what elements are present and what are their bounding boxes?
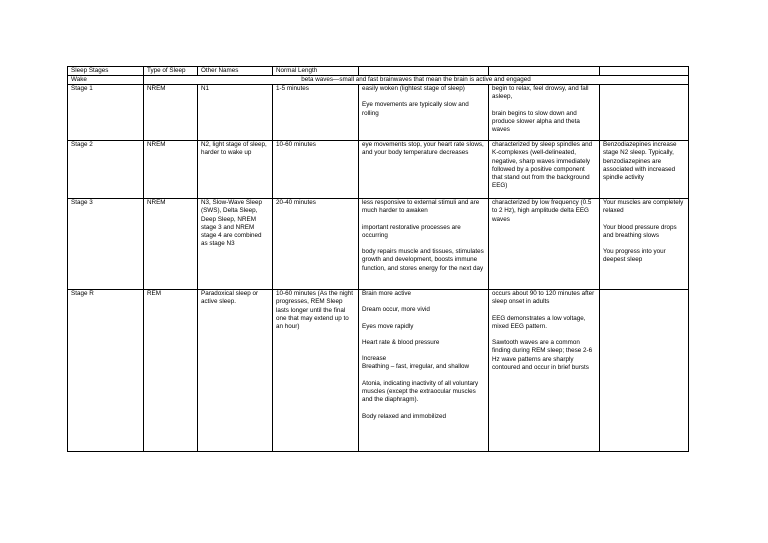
paragraph: 1-5 minutes: [276, 85, 309, 92]
header-cell: Type of Sleep: [144, 67, 198, 76]
paragraph: Breathing – fast, irregular, and shallow: [362, 363, 470, 371]
paragraph: N2, light stage of sleep, harder to wake up: [201, 141, 267, 157]
other-names-cell: [198, 199, 273, 290]
paragraph-gap: [603, 240, 685, 248]
paragraph-gap: [492, 102, 596, 110]
type-cell: NREM: [144, 85, 198, 141]
paragraph-gap: [362, 240, 485, 248]
stage-cell: Stage 2: [68, 141, 144, 199]
notes-cell: [600, 199, 689, 290]
other-names-cell: [198, 290, 273, 452]
paragraph: 10-60 minutes (As the night progresses, REM Sleep lasts longer until the final one that may extend up to an hour): [276, 290, 354, 331]
type-cell: REM: [144, 290, 198, 452]
stage-cell: Stage 1: [68, 85, 144, 141]
sleep-stages-table: [67, 66, 689, 452]
table-row: [68, 141, 689, 199]
stage-cell: Wake: [68, 76, 144, 85]
body-effects-cell: [359, 199, 489, 290]
normal-length-cell: [273, 290, 359, 452]
notes-cell: [600, 141, 689, 199]
normal-length-cell: [273, 199, 359, 290]
paragraph-gap: [492, 331, 596, 339]
paragraph-gap: [603, 216, 685, 224]
paragraph-gap: [362, 298, 485, 306]
paragraph: important restorative processes are occurring: [362, 223, 461, 239]
paragraph: You progress into your deepest sleep: [603, 248, 666, 264]
paragraph-gap: [362, 331, 485, 339]
header-cell: Normal Length: [273, 67, 359, 76]
paragraph: brain begins to slow down and produce slower alpha and theta waves: [492, 109, 580, 134]
paragraph: Eye movements are typically slow and rolling: [362, 101, 469, 117]
header-row: [68, 67, 689, 76]
normal-length-cell: [273, 141, 359, 199]
header-cell: [489, 67, 600, 76]
paragraph-gap: [362, 372, 485, 380]
paragraph: Heart rate & blood pressure: [362, 338, 440, 346]
wake-row: [68, 76, 689, 85]
paragraph: N1: [201, 85, 210, 92]
paragraph: 10-60 minutes: [276, 141, 316, 148]
paragraph: Your muscles are completely relaxed: [603, 199, 684, 215]
paragraph: Atonia, indicating inactivity of all voluntary muscles (except the extraocular muscles and the diaphragm).: [362, 379, 479, 404]
paragraph: 20-40 minutes: [276, 199, 316, 206]
brain-activity-cell: [489, 141, 600, 199]
stage-cell: Stage R: [68, 290, 144, 452]
paragraph: Increase: [362, 355, 387, 363]
brain-activity-cell: [489, 199, 600, 290]
paragraph: less responsive to external stimuli and are much harder to awaken: [362, 199, 480, 215]
other-names-cell: [198, 85, 273, 141]
paragraph: begin to relax, feel drowsy, and fall asleep,: [492, 85, 589, 101]
brain-activity-cell: [489, 85, 600, 141]
paragraph: Dream occur, more vivid: [362, 306, 430, 314]
paragraph: characterized by sleep spindles and K-complexes (well-delineated, negative, sharp waves immediately followed by a positive component that stand out from the background EEG): [492, 141, 593, 190]
paragraph: characterized by low frequency (0.5 to 2 Hz), high amplitude delta EEG waves: [492, 199, 592, 223]
table-row: [68, 85, 689, 141]
paragraph-gap: [362, 347, 485, 355]
paragraph: Brain more active: [362, 290, 411, 297]
paragraph-gap: [362, 93, 485, 101]
paragraph: occurs about 90 to 120 minutes after sleep onset in adults: [492, 290, 595, 306]
wake-description: beta waves—small and fast brainwaves that mean the brain is active and engaged: [144, 76, 689, 85]
paragraph: Benzodiazepines increase stage N2 sleep. Typically, benzodiazepines are associated with increased spindle activity: [603, 141, 677, 182]
body-effects-cell: [359, 290, 489, 452]
table-row: [68, 199, 689, 290]
notes-cell: [600, 85, 689, 141]
paragraph: Body relaxed and immobilized: [362, 412, 447, 420]
brain-activity-cell: [489, 290, 600, 452]
paragraph: Your blood pressure drops and breathing slows: [603, 223, 677, 239]
paragraph: Paradoxical sleep or active sleep.: [201, 290, 259, 306]
paragraph-gap: [362, 405, 485, 413]
paragraph: easily woken (lightest stage of sleep): [362, 85, 465, 92]
type-cell: NREM: [144, 141, 198, 199]
paragraph: N3, Slow-Wave Sleep (SWS), Delta Sleep, Deep Sleep, NREM stage 3 and NREM stage 4 are combined as stage N3: [201, 199, 263, 248]
body-effects-cell: [359, 85, 489, 141]
header-cell: Other Names: [198, 67, 273, 76]
table-row: [68, 290, 689, 452]
header-cell: [600, 67, 689, 76]
paragraph: eye movements stop, your heart rate slows, and your body temperature decreases: [362, 141, 484, 157]
paragraph-gap: [362, 315, 485, 323]
header-cell: [359, 67, 489, 76]
body-effects-cell: [359, 141, 489, 199]
other-names-cell: [198, 141, 273, 199]
type-cell: NREM: [144, 199, 198, 290]
paragraph-gap: [362, 216, 485, 224]
paragraph: EEG demonstrates a low voltage, mixed EEG pattern.: [492, 314, 586, 330]
paragraph: body repairs muscle and tissues, stimulates growth and development, boosts immune function, and stores energy for the next day: [362, 248, 484, 272]
header-cell: Sleep Stages: [68, 67, 144, 76]
paragraph: Sawtooth waves are a common finding during REM sleep; these 2-6 Hz wave patterns are sharply contoured and occur in brief bursts: [492, 339, 593, 372]
paragraph-gap: [492, 307, 596, 315]
notes-cell: [600, 290, 689, 452]
stage-cell: Stage 3: [68, 199, 144, 290]
normal-length-cell: [273, 85, 359, 141]
paragraph: Eyes move rapidly: [362, 322, 414, 330]
